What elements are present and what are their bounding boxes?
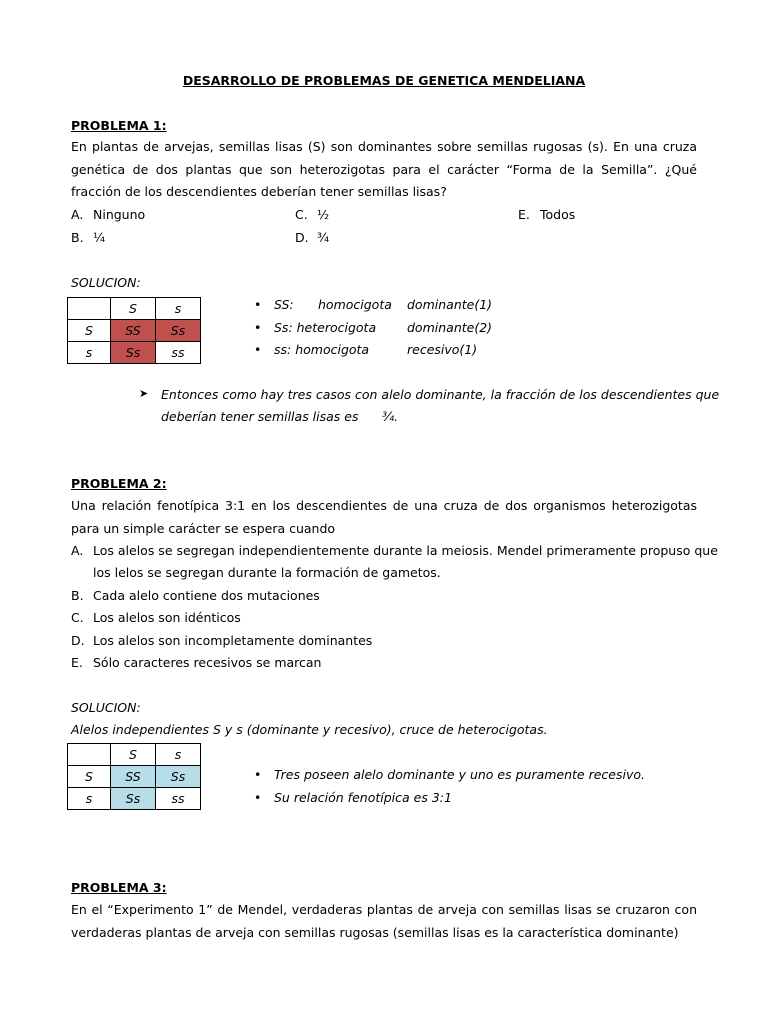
bullet-icon: • — [254, 342, 262, 357]
option-text: Todos — [540, 207, 576, 222]
genotype-label: ss: homocigota — [274, 342, 370, 357]
bullet-icon: • — [254, 767, 262, 782]
option-letter: B. — [71, 230, 84, 245]
document-title: DESARROLLO DE PROBLEMAS DE GENETICA MENDELIANA — [182, 73, 586, 88]
list-item-text: Tres poseen alelo dominante y uno es puramente recesivo. — [274, 767, 645, 782]
problem-2-solution-text: Alelos independientes S y s (dominante y recesivo), cruce de heterocigotas. — [71, 722, 548, 737]
punnett-header-cell: s — [156, 298, 201, 320]
genotype-dominance: dominante(2) — [407, 319, 493, 335]
problem-1-heading: PROBLEMA 1: — [71, 118, 167, 133]
option-letter: C. — [295, 207, 308, 222]
genotype-label: Ss: heterocigota — [274, 319, 377, 335]
punnett-header-cell: s — [68, 342, 111, 364]
conclusion-line-2: deberían tener semillas lisas es — [161, 409, 359, 424]
punnett-header-cell: s — [68, 788, 111, 810]
punnett-cell-dominant: SS — [111, 320, 156, 342]
option-text: Sólo caracteres recesivos se marcan — [93, 655, 322, 670]
punnett-cell-dominant: Ss — [156, 320, 201, 342]
bullet-icon: • — [254, 319, 262, 335]
option-text: ¼ — [93, 230, 106, 245]
problem-3-heading: PROBLEMA 3: — [71, 880, 167, 895]
option-letter: B. — [71, 588, 84, 603]
punnett-header-cell: S — [111, 744, 156, 766]
problem-2-heading: PROBLEMA 2: — [71, 476, 167, 491]
genotype-dominance: dominante(1) — [407, 297, 493, 312]
option-text: ¾ — [317, 230, 330, 245]
option-letter: C. — [71, 610, 84, 625]
bullet-icon: • — [254, 297, 262, 312]
option-letter: A. — [71, 543, 84, 558]
option-text: Los alelos son idénticos — [93, 610, 241, 625]
option-text: Cada alelo contiene dos mutaciones — [93, 588, 320, 603]
punnett-cell-dominant: Ss — [111, 342, 156, 364]
punnett-header-cell: S — [111, 298, 156, 320]
punnett-square-2 — [67, 743, 201, 810]
list-item-text: Su relación fenotípica es 3:1 — [274, 789, 452, 805]
problem-2-solution-label: SOLUCION: — [71, 700, 141, 715]
option-text: Los alelos son incompletamente dominantes — [93, 633, 373, 648]
punnett-square-1 — [67, 297, 201, 364]
punnett-header-cell: s — [156, 744, 201, 766]
punnett-cell-recessive: ss — [156, 342, 201, 364]
punnett-cell — [68, 298, 111, 320]
punnett-cell-recessive: ss — [156, 788, 201, 810]
problem-1-text: En plantas de arvejas, semillas lisas (S) son dominantes sobre semillas rugosas (s). En una cruza genética de dos plantas que son heterozigotas para el carácter “Forma de la Semilla”. ¿Qué fracción de los descendientes deberían tener semillas lisas? — [71, 139, 697, 199]
option-text-continued: los lelos se segregan durante la formación de gametos. — [93, 565, 441, 580]
option-text: Los alelos se segregan independientemente durante la meiosis. Mendel primeramente propuso que — [93, 543, 718, 558]
conclusion-line-1: Entonces como hay tres casos con alelo dominante, la fracción de los descendientes que — [161, 387, 720, 402]
arrow-bullet-icon: ➤ — [139, 387, 149, 400]
problem-1-solution-label: SOLUCION: — [71, 275, 141, 290]
genotype-type: homocigota — [318, 297, 392, 312]
option-text: Ninguno — [93, 207, 146, 222]
bullet-icon: • — [254, 789, 262, 805]
punnett-header-cell: S — [68, 766, 111, 788]
option-letter: D. — [71, 633, 85, 648]
punnett-header-cell: S — [68, 320, 111, 342]
punnett-cell-dominant: Ss — [156, 766, 201, 788]
option-letter: E. — [71, 655, 83, 670]
problem-2-text: Una relación fenotípica 3:1 en los descendientes de una cruza de dos organismos heterozigotas para un simple carácter se espera cuando — [71, 498, 697, 536]
genotype-dominance: recesivo(1) — [407, 342, 478, 357]
option-letter: A. — [71, 207, 84, 222]
option-text: ½ — [317, 207, 330, 222]
conclusion-value: ¾. — [382, 409, 399, 424]
punnett-cell-dominant: SS — [111, 766, 156, 788]
problem-3-text: En el “Experimento 1” de Mendel, verdaderas plantas de arveja con semillas lisas se cruzaron con verdaderas plantas de arveja con semillas rugosas (semillas lisas es la característica dominante) — [71, 902, 697, 940]
punnett-cell — [68, 744, 111, 766]
genotype-label: SS: — [274, 297, 294, 312]
option-letter: D. — [295, 230, 309, 245]
option-letter: E. — [518, 207, 530, 222]
punnett-cell-dominant: Ss — [111, 788, 156, 810]
